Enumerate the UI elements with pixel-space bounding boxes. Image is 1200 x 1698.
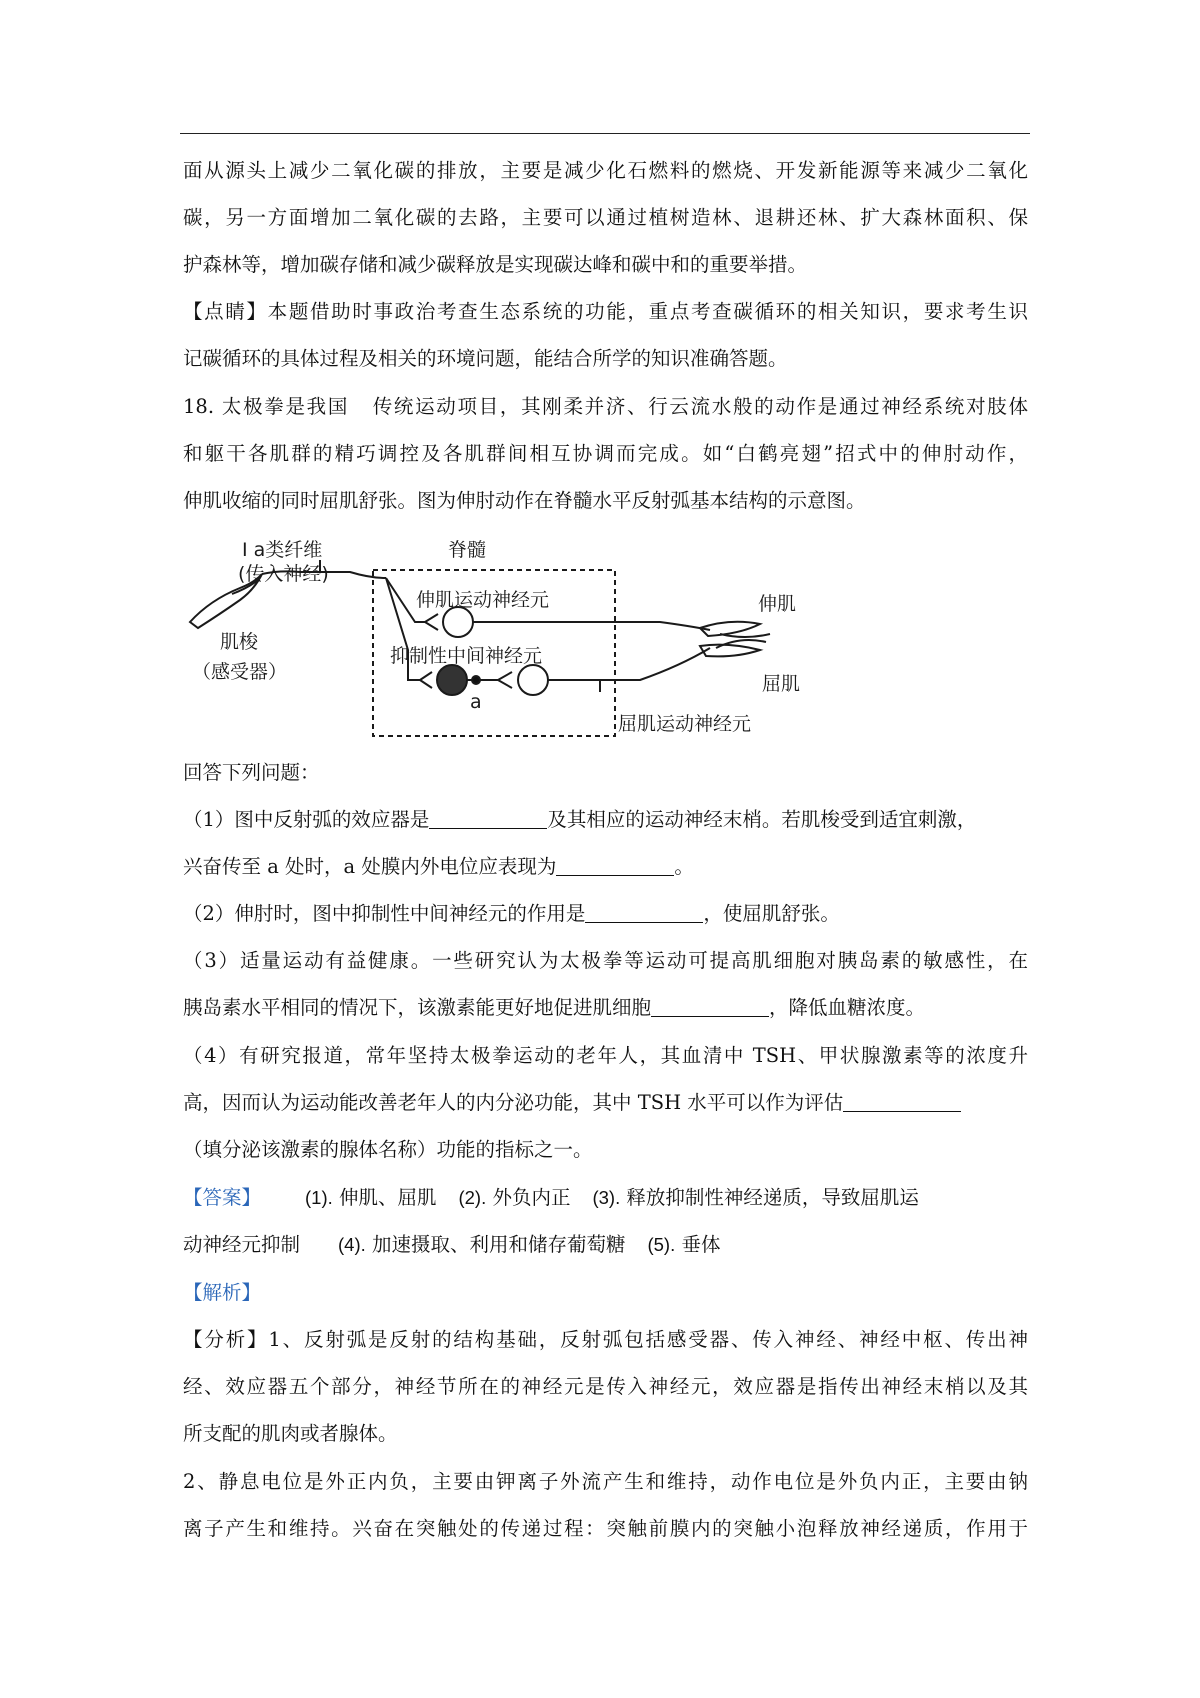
analysis-tag: 【解析】 <box>183 1281 262 1304</box>
point-a-label: a <box>470 691 482 713</box>
flexor-motor-neuron-cell <box>518 665 548 695</box>
sub-question-3-cont: 胰岛素水平相同的情况下，该激素能更好地促进肌细胞 ，降低血糖浓度。 <box>183 996 926 1019</box>
sub-question-3: （3）适量运动有益健康。一些研究认为太极拳等运动可提高肌细胞对胰岛素的敏感性，在 <box>183 949 1028 972</box>
question-18-line: 伸肌收缩的同时屈肌舒张。图为伸肘动作在脊髓水平反射弧基本结构的示意图。 <box>183 489 866 512</box>
analysis-line: 离子产生和维持。兴奋在突触处的传递过程：突触前膜内的突触小泡释放神经递质，作用于 <box>183 1517 1028 1540</box>
sub-question-1-cont: 兴奋传至 a 处时，a 处膜内外电位应表现为 。 <box>183 855 694 878</box>
flexor-muscle <box>700 645 760 657</box>
sub-question-2: （2）伸肘时，图中抑制性中间神经元的作用是 ，使屈肌舒张。 <box>183 902 840 925</box>
text-line: 护森林等，增加碳存储和减少碳释放是实现碳达峰和碳中和的重要举措。 <box>183 253 808 276</box>
question-prompt: 回答下列问题： <box>183 761 320 784</box>
inhibitory-inter-label: 抑制性中间神经元 <box>390 645 543 667</box>
answer-tag: 【答案】 <box>183 1186 262 1209</box>
analysis-line: 所支配的肌肉或者腺体。 <box>183 1422 398 1445</box>
extensor-motor-label: 伸肌运动神经元 <box>416 589 550 611</box>
sub-question-4: （4）有研究报道，常年坚持太极拳运动的老年人，其血清中 TSH、甲状腺激素等的浓度升 <box>183 1044 1028 1067</box>
analysis-line: 【分析】1、反射弧是反射的结构基础，反射弧包括感受器、传入神经、神经中枢、传出神 <box>183 1328 1028 1351</box>
answer-blank-2[interactable] <box>556 855 674 876</box>
sub-question-4-end: （填分泌该激素的腺体名称）功能的指标之一。 <box>183 1138 593 1161</box>
answer-blank-4[interactable] <box>651 996 769 1017</box>
spinal-cord-label: 脊髓 <box>448 539 487 561</box>
header-rule <box>180 133 1030 134</box>
analysis-line: 经、效应器五个部分，神经节所在的神经元是传入神经元，效应器是指传出神经末梢以及其 <box>183 1375 1028 1398</box>
analysis-line: 2、静息电位是外正内负，主要由钾离子外流产生和维持，动作电位是外负内正，主要由钠 <box>183 1470 1028 1493</box>
flexor-label: 屈肌 <box>762 673 801 695</box>
text-line: 碳，另一方面增加二氧化碳的去路，主要可以通过植树造林、退耕还林、扩大森林面积、保 <box>183 206 1028 229</box>
question-18-line: 和躯干各肌群的精巧调控及各肌群间相互协调而完成。如“白鹤亮翅”招式中的伸肘动作， <box>183 442 1028 465</box>
sub-question-1: （1）图中反射弧的效应器是 及其相应的运动神经末梢。若肌梭受到适宜刺激， <box>183 808 977 831</box>
comment-line: 记碳循环的具体过程及相关的环境问题，能结合所学的知识准确答题。 <box>183 347 788 370</box>
answer-blank-3[interactable] <box>585 902 703 923</box>
receptor-label: （感受器） <box>192 661 288 683</box>
text-line: 面从源头上减少二氧化碳的排放，主要是减少化石燃料的燃烧、开发新能源等来减少二氧化 <box>183 159 1028 182</box>
sub-question-4-cont: 高，因而认为运动能改善老年人的内分泌功能，其中 TSH 水平可以作为评估 <box>183 1090 1028 1116</box>
reflex-arc-diagram <box>180 530 820 740</box>
answer-blank-5[interactable] <box>843 1091 961 1112</box>
answer-blank-1[interactable] <box>429 808 547 829</box>
afferent-label: (传入神经) <box>238 563 329 585</box>
inhibitory-interneuron-cell <box>437 665 467 695</box>
synapse-point-a <box>472 676 480 684</box>
extensor-motor-neuron-cell <box>443 607 473 637</box>
extensor-label: 伸肌 <box>758 593 797 615</box>
answer-line-2: 动神经元抑制 (4). 加速摄取、利用和储存葡萄糖 (5). 垂体 <box>183 1233 721 1256</box>
flexor-motor-label: 屈肌运动神经元 <box>618 713 752 735</box>
spindle-label: 肌梭 <box>220 631 259 653</box>
question-18-line: 18. 太极拳是我国 传统运动项目，其刚柔并济、行云流水般的动作是通过神经系统对肢体 <box>183 395 1028 418</box>
comment-line: 【点睛】本题借助时事政治考查生态系统的功能，重点考查碳循环的相关知识，要求考生识 <box>183 300 1028 323</box>
answer-line-1: 【答案】 (1). 伸肌、屈肌 (2). 外负内正 (3). 释放抑制性神经递质，导致屈肌运 <box>183 1186 919 1209</box>
fiber-label: I a类纤维 <box>242 539 323 561</box>
